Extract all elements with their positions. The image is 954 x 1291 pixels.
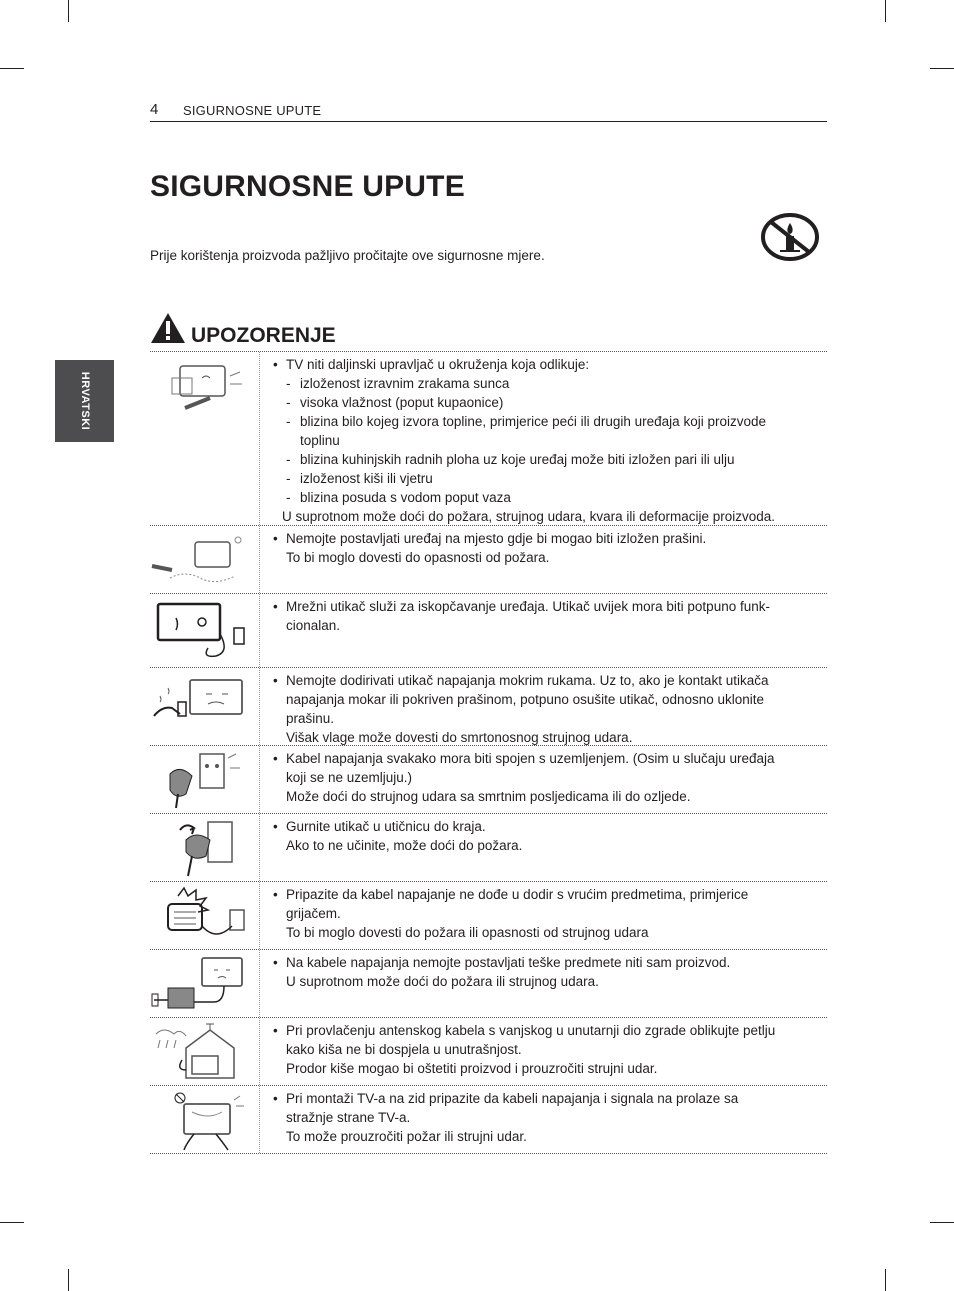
condition-item: - visoka vlažnost (poput kupaonice) [273, 393, 807, 412]
condition-item: - izloženost izravnim zrakama sunca [273, 374, 807, 393]
safety-item-dust [150, 526, 827, 594]
crop-mark [0, 1222, 24, 1223]
warning-text: • Nemojte dodirivati utikač napajanja mokrim rukama. Uz to, ako je kontakt utikača [273, 671, 807, 690]
safety-item-push-plug [150, 814, 827, 882]
warning-text-continued: grijačem. [286, 906, 341, 921]
tv-dust-illustration-icon [150, 530, 250, 590]
warning-text: • Mrežni utikač služi za iskopčavanje uređaja. Utikač uvijek mora biti potpuno funk- [273, 597, 807, 616]
heater-cable-illustration-icon [150, 886, 250, 948]
crop-mark [930, 1222, 954, 1223]
illustration-grounding [150, 746, 260, 813]
warning-text: • Pri montaži TV-a na zid pripazite da kabeli napajanja i signala na prolaze sa [273, 1089, 807, 1108]
illustration-heavy-objects [150, 950, 260, 1017]
warning-consequence: To bi moglo dovesti do opasnosti od požara. [286, 550, 550, 565]
safety-item-hot-objects [150, 882, 827, 950]
illustration-wet-hands [150, 668, 260, 745]
intro-text: Prije korištenja proizvoda pažljivo pročitajte ove sigurnosne mjere. [150, 248, 545, 263]
warning-consequence: Prodor kiše mogao bi oštetiti proizvod i prouzročiti strujni udar. [286, 1061, 658, 1076]
illustration-antenna [150, 1018, 260, 1085]
warning-consequence: To može prouzročiti požar ili strujni udar. [286, 1129, 527, 1144]
condition-item: - blizina posuda s vodom poput vaza [273, 488, 807, 507]
safety-item-antenna-cable [150, 1018, 827, 1086]
warning-text-continued: cionalan. [286, 618, 341, 633]
warning-consequence: Višak vlage može dovesti do smrtonosnog strujnog udara. [286, 730, 633, 745]
heavy-object-cable-illustration-icon [150, 954, 250, 1016]
crop-mark [885, 0, 886, 22]
page-header [150, 101, 827, 122]
crop-mark [885, 1269, 886, 1291]
crop-mark [0, 68, 24, 69]
warning-triangle-icon [150, 312, 186, 344]
warning-text: • TV niti daljinski upravljač u okruženja koja odlikuje: [273, 355, 807, 374]
warning-text: • Gurnite utikač u utičnicu do kraja. [273, 817, 807, 836]
header-section-title: SIGURNOSNE UPUTE [183, 103, 322, 118]
warning-text: • Nemojte postavljati uređaj na mjesto gdje bi mogao biti izložen prašini. [273, 529, 807, 548]
push-plug-illustration-icon [150, 818, 250, 880]
crop-mark [930, 68, 954, 69]
antenna-loop-illustration-icon [150, 1022, 250, 1084]
warning-consequence: Može doći do strujnog udara sa smrtnim posljedicama ili do ozljede. [286, 789, 691, 804]
safety-item-mains-plug [150, 594, 827, 668]
condition-item-continued: toplinu [300, 433, 340, 448]
safety-item-heavy-objects [150, 950, 827, 1018]
warning-text-continued: kako kiša ne bi dospjela u unutrašnjost. [286, 1042, 522, 1057]
warning-text-continued: stražnje strane TV-a. [286, 1110, 411, 1125]
crop-mark [68, 0, 69, 22]
warning-text-continued: prašinu. [286, 711, 335, 726]
wet-hand-plug-illustration-icon [150, 672, 250, 736]
grounded-plug-illustration-icon [150, 750, 250, 810]
illustration-dust [150, 526, 260, 593]
safety-item-sun-humidity [150, 352, 827, 526]
tv-remote-illustration-icon [150, 356, 250, 426]
safety-item-wall-mount [150, 1086, 827, 1154]
warning-text: • Na kabele napajanja nemojte postavljati teške predmete niti sam proizvod. [273, 953, 807, 972]
illustration-wall-mount [150, 1086, 260, 1153]
warning-text-continued: koji se ne uzemljuju.) [286, 770, 413, 785]
language-tab [55, 360, 114, 442]
safety-list [150, 351, 827, 1154]
crop-mark [68, 1269, 69, 1291]
illustration-plug [150, 594, 260, 667]
language-tab-label: HRVATSKI [78, 371, 91, 431]
illustration-push-plug [150, 814, 260, 881]
page-title: SIGURNOSNE UPUTE [150, 170, 465, 203]
warning-text: • Kabel napajanja svakako mora biti spojen s uzemljenjem. (Osim u slučaju uređaja [273, 749, 807, 768]
condition-item: - izloženost kiši ili vjetru [273, 469, 807, 488]
tv-plug-illustration-icon [150, 598, 250, 660]
no-open-flame-icon [760, 211, 820, 263]
illustration-heater [150, 882, 260, 949]
page-number: 4 [150, 101, 159, 118]
warning-text-continued: napajanja mokar ili pokriven prašinom, potpuno osušite utikač, odnosno uklonite [286, 692, 765, 707]
safety-item-grounding [150, 746, 827, 814]
illustration-tv-environment [150, 352, 260, 525]
warning-consequence: U suprotnom može doći do požara ili strujnog udara. [286, 974, 599, 989]
warning-text: • Pripazite da kabel napajanje ne dođe u dodir s vrućim predmetima, primjerice [273, 885, 807, 904]
warning-text: • Pri provlačenju antenskog kabela s vanjskog u unutarnji dio zgrade oblikujte petlju [273, 1021, 807, 1040]
warning-consequence: To bi moglo dovesti do požara ili opasnosti od strujnog udara [286, 925, 649, 940]
condition-item: - blizina bilo kojeg izvora topline, primjerice peći ili drugih uređaja koji proizvode [273, 412, 807, 431]
warning-heading: UPOZORENJE [191, 324, 336, 347]
warning-consequence: U suprotnom može doći do požara, strujnog udara, kvara ili deformacije proizvoda. [282, 509, 775, 524]
condition-item: - blizina kuhinjskih radnih ploha uz koje uređaj može biti izložen pari ili ulju [273, 450, 807, 469]
safety-item-wet-hands [150, 668, 827, 746]
wall-mount-cable-illustration-icon [150, 1090, 250, 1152]
warning-consequence: Ako to ne učinite, može doći do požara. [286, 838, 523, 853]
